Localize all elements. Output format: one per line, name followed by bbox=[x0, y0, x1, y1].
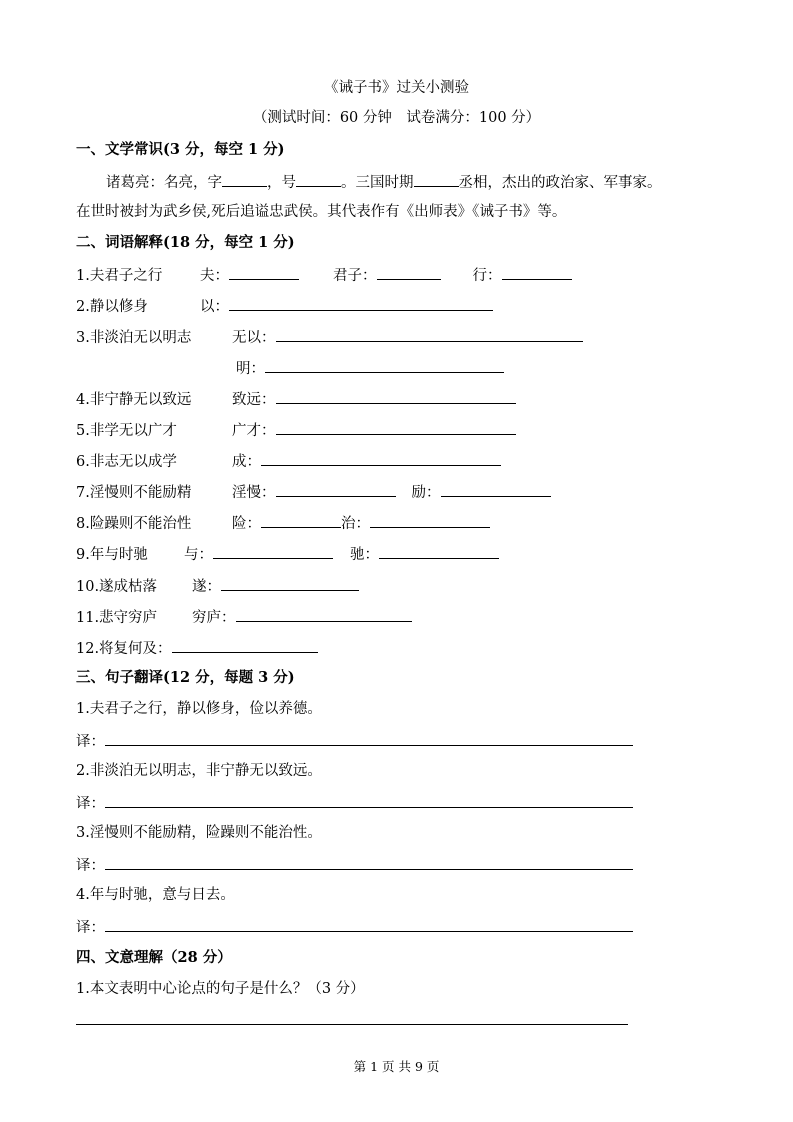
s2-q7-w2-blank[interactable] bbox=[441, 481, 551, 497]
s2-q1-w1-label: 夫： bbox=[200, 268, 229, 284]
s3-q4-answer bbox=[76, 916, 633, 938]
s2-q2 bbox=[76, 295, 493, 317]
section-2-heading: 二、词语解释(18 分，每空 1 分) bbox=[76, 234, 295, 251]
s3-q4: 4.年与时驰，意与日去。 bbox=[76, 887, 235, 903]
section-1-heading: 一、文学常识(3 分，每空 1 分) bbox=[76, 141, 285, 158]
s2-q11 bbox=[76, 606, 412, 628]
s2-q9-w1-label: 与： bbox=[184, 547, 213, 563]
s2-q3-w1-label: 无以： bbox=[232, 330, 276, 346]
s2-q8-w1-blank[interactable] bbox=[261, 512, 341, 528]
s2-q4 bbox=[76, 388, 516, 410]
s1-paragraph-2: 在世时被封为武乡侯,死后追谥忠武侯。其代表作有《出师表》《诫子书》等。 bbox=[76, 204, 567, 220]
s2-q7-w1-label: 淫慢： bbox=[232, 485, 276, 501]
s2-q1-w2-label: 君子： bbox=[333, 268, 377, 284]
s3-q1-answer-line[interactable] bbox=[105, 730, 633, 746]
s2-q5-w1-blank[interactable] bbox=[276, 419, 516, 435]
s1-text-a: 诸葛亮：名亮，字 bbox=[106, 175, 222, 191]
s2-q10-phrase: 10.遂成枯落 bbox=[76, 579, 158, 595]
s2-q8-w1-label: 险： bbox=[232, 516, 261, 532]
s2-q7-w2-label: 励： bbox=[411, 485, 441, 501]
s2-q3-w2-label: 明： bbox=[236, 361, 265, 377]
s3-q1-label: 译： bbox=[76, 734, 105, 750]
s2-q4-phrase: 4.非宁静无以致远 bbox=[76, 392, 192, 408]
s3-q3: 3.淫慢则不能励精，险躁则不能治性。 bbox=[76, 825, 322, 841]
s2-q2-w1-blank[interactable] bbox=[229, 295, 493, 311]
s2-q4-w1-blank[interactable] bbox=[276, 388, 516, 404]
section-3-heading: 三、句子翻译(12 分，每题 3 分) bbox=[76, 669, 295, 686]
s1-blank-state[interactable] bbox=[414, 171, 459, 187]
s3-q4-answer-line[interactable] bbox=[105, 916, 633, 932]
s2-q2-w1-label: 以： bbox=[200, 299, 229, 315]
s3-q2-answer bbox=[76, 792, 633, 814]
s3-q3-answer bbox=[76, 854, 633, 876]
s2-q1-w2-blank[interactable] bbox=[377, 264, 441, 280]
s2-q12-phrase: 12.将复何及： bbox=[76, 641, 172, 657]
s2-q5-phrase: 5.非学无以广才 bbox=[76, 423, 177, 439]
s2-q3-w2-blank[interactable] bbox=[265, 357, 504, 373]
s2-q7-phrase: 7.淫慢则不能励精 bbox=[76, 485, 192, 501]
page-subtitle: （测试时间：60 分钟 试卷满分：100 分） bbox=[252, 110, 541, 126]
s2-q6-w1-label: 成： bbox=[232, 454, 261, 470]
s2-q8-w2-blank[interactable] bbox=[370, 512, 490, 528]
s2-q3-w1-blank[interactable] bbox=[276, 326, 583, 342]
s2-q6 bbox=[76, 450, 501, 472]
s2-q9-phrase: 9.年与时驰 bbox=[76, 547, 148, 563]
s1-blank-hao[interactable] bbox=[296, 171, 341, 187]
s2-q9 bbox=[76, 543, 499, 565]
s1-text-c: 。三国时期 bbox=[341, 175, 414, 191]
s3-q1: 1.夫君子之行，静以修身，俭以养德。 bbox=[76, 701, 322, 717]
s3-q2: 2.非淡泊无以明志，非宁静无以致远。 bbox=[76, 763, 322, 779]
s2-q9-w1-blank[interactable] bbox=[213, 543, 333, 559]
s2-q3 bbox=[76, 326, 583, 348]
s2-q6-w1-blank[interactable] bbox=[261, 450, 501, 466]
s2-q3-line2 bbox=[236, 357, 504, 379]
s1-text-b: ，号 bbox=[267, 175, 296, 191]
s2-q12 bbox=[76, 637, 318, 659]
s2-q9-w2-label: 驰： bbox=[350, 547, 379, 563]
s3-q4-label: 译： bbox=[76, 920, 105, 936]
s1-blank-zi[interactable] bbox=[222, 171, 267, 187]
s2-q1-w3-blank[interactable] bbox=[502, 264, 572, 280]
s2-q11-phrase: 11.悲守穷庐 bbox=[76, 610, 158, 626]
page-footer: 第 1 页 共 9 页 bbox=[353, 1059, 440, 1074]
s2-q10-w1-label: 遂： bbox=[192, 579, 221, 595]
s2-q8-w2-label: 治： bbox=[341, 516, 370, 532]
s3-q2-label: 译： bbox=[76, 796, 105, 812]
s4-q1: 1.本文表明中心论点的句子是什么？（3 分） bbox=[76, 981, 365, 997]
s2-q10 bbox=[76, 575, 359, 597]
s2-q8-phrase: 8.险躁则不能治性 bbox=[76, 516, 192, 532]
s2-q1 bbox=[76, 264, 572, 286]
s3-q1-answer bbox=[76, 730, 633, 752]
s4-q1-answer-line[interactable] bbox=[76, 1024, 628, 1025]
s2-q2-phrase: 2.静以修身 bbox=[76, 299, 148, 315]
s2-q1-w1-blank[interactable] bbox=[229, 264, 299, 280]
s3-q2-answer-line[interactable] bbox=[105, 792, 633, 808]
s2-q9-w2-blank[interactable] bbox=[379, 543, 499, 559]
s2-q10-w1-blank[interactable] bbox=[221, 575, 359, 591]
s2-q3-phrase: 3.非淡泊无以明志 bbox=[76, 330, 192, 346]
s2-q5 bbox=[76, 419, 516, 441]
s2-q6-phrase: 6.非志无以成学 bbox=[76, 454, 177, 470]
s1-text-d: 丞相，杰出的政治家、军事家。 bbox=[458, 175, 662, 191]
s2-q1-w3-label: 行： bbox=[472, 268, 502, 284]
s2-q12-blank[interactable] bbox=[172, 637, 318, 653]
s2-q5-w1-label: 广才： bbox=[232, 423, 276, 439]
s2-q11-w1-label: 穷庐： bbox=[192, 610, 236, 626]
s1-paragraph-1 bbox=[106, 171, 662, 193]
s3-q3-label: 译： bbox=[76, 858, 105, 874]
s2-q8 bbox=[76, 512, 490, 534]
s2-q7-w1-blank[interactable] bbox=[276, 481, 396, 497]
s2-q7 bbox=[76, 481, 551, 503]
s2-q4-w1-label: 致远： bbox=[232, 392, 276, 408]
s2-q11-w1-blank[interactable] bbox=[236, 606, 412, 622]
s2-q1-phrase: 1.夫君子之行 bbox=[76, 268, 163, 284]
page-title: 《诫子书》过关小测验 bbox=[324, 80, 469, 96]
s3-q3-answer-line[interactable] bbox=[105, 854, 633, 870]
section-4-heading: 四、文意理解（28 分） bbox=[76, 949, 232, 966]
